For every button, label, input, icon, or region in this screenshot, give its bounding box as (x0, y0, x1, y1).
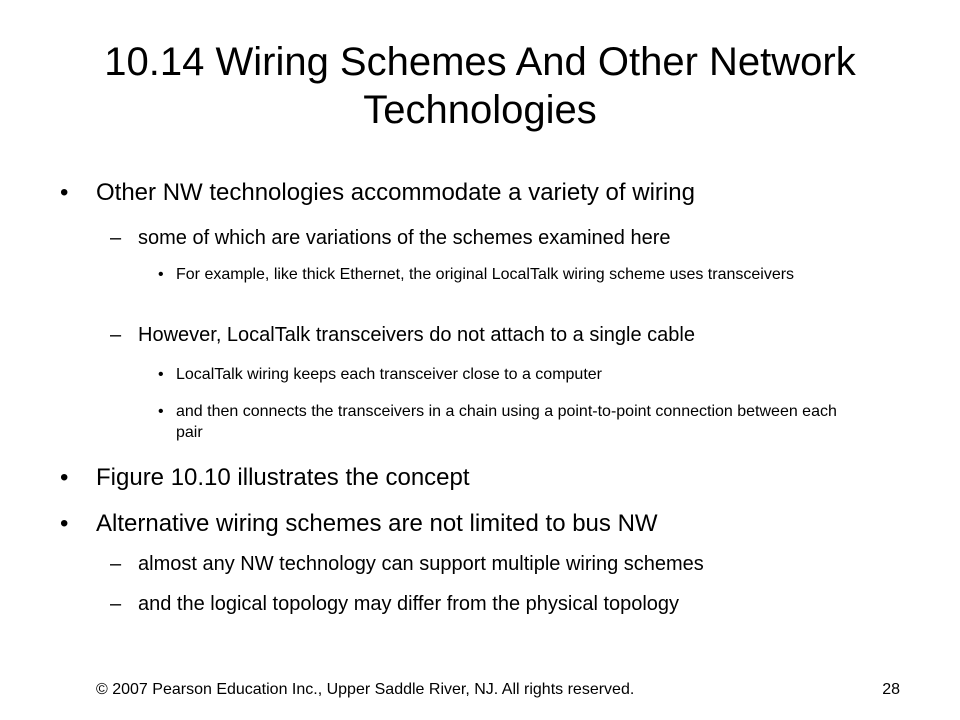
bullet-text: and the logical topology may differ from the physical topology (138, 593, 680, 615)
bullet-marker: • (158, 403, 164, 420)
bullet-text: Figure 10.10 illustrates the concept (96, 464, 470, 491)
dash-marker: – (110, 227, 122, 249)
bullet-text: and then connects the transceivers in a chain using a point-to-point connection between each pair (176, 403, 837, 441)
bullet-level1 (60, 463, 900, 493)
bullet-text: LocalTalk wiring keeps each transceiver close to a computer (176, 366, 602, 383)
bullet-text: Other NW technologies accommodate a variety of wiring (96, 179, 695, 206)
bullet-level1 (60, 509, 900, 539)
bullet-marker: • (158, 266, 164, 283)
bullet-level2 (110, 322, 900, 348)
bullet-level3 (158, 401, 858, 443)
bullet-marker: • (60, 510, 69, 537)
footer-copyright: © 2007 Pearson Education Inc., Upper Saddle River, NJ. All rights reserved. (96, 681, 635, 698)
bullet-marker: • (60, 179, 69, 206)
bullet-level2 (110, 225, 900, 251)
dash-marker: – (110, 553, 122, 575)
bullet-text: some of which are variations of the schemes examined here (138, 227, 671, 249)
bullet-text: Alternative wiring schemes are not limited to bus NW (96, 510, 658, 537)
bullet-level2 (110, 591, 900, 617)
bullet-text: However, LocalTalk transceivers do not attach to a single cable (138, 324, 695, 346)
bullet-level3 (158, 364, 858, 385)
page-number: 28 (882, 681, 900, 698)
bullet-text: almost any NW technology can support multiple wiring schemes (138, 553, 704, 575)
bullet-marker: • (158, 366, 164, 383)
dash-marker: – (110, 324, 122, 346)
bullet-level1 (60, 178, 900, 208)
bullet-level3 (158, 264, 858, 285)
bullet-level2 (110, 551, 900, 577)
dash-marker: – (110, 593, 122, 615)
bullet-marker: • (60, 464, 69, 491)
slide-title: 10.14 Wiring Schemes And Other Network Technologies (104, 40, 856, 132)
bullet-text: For example, like thick Ethernet, the original LocalTalk wiring scheme uses transceivers (176, 266, 795, 283)
